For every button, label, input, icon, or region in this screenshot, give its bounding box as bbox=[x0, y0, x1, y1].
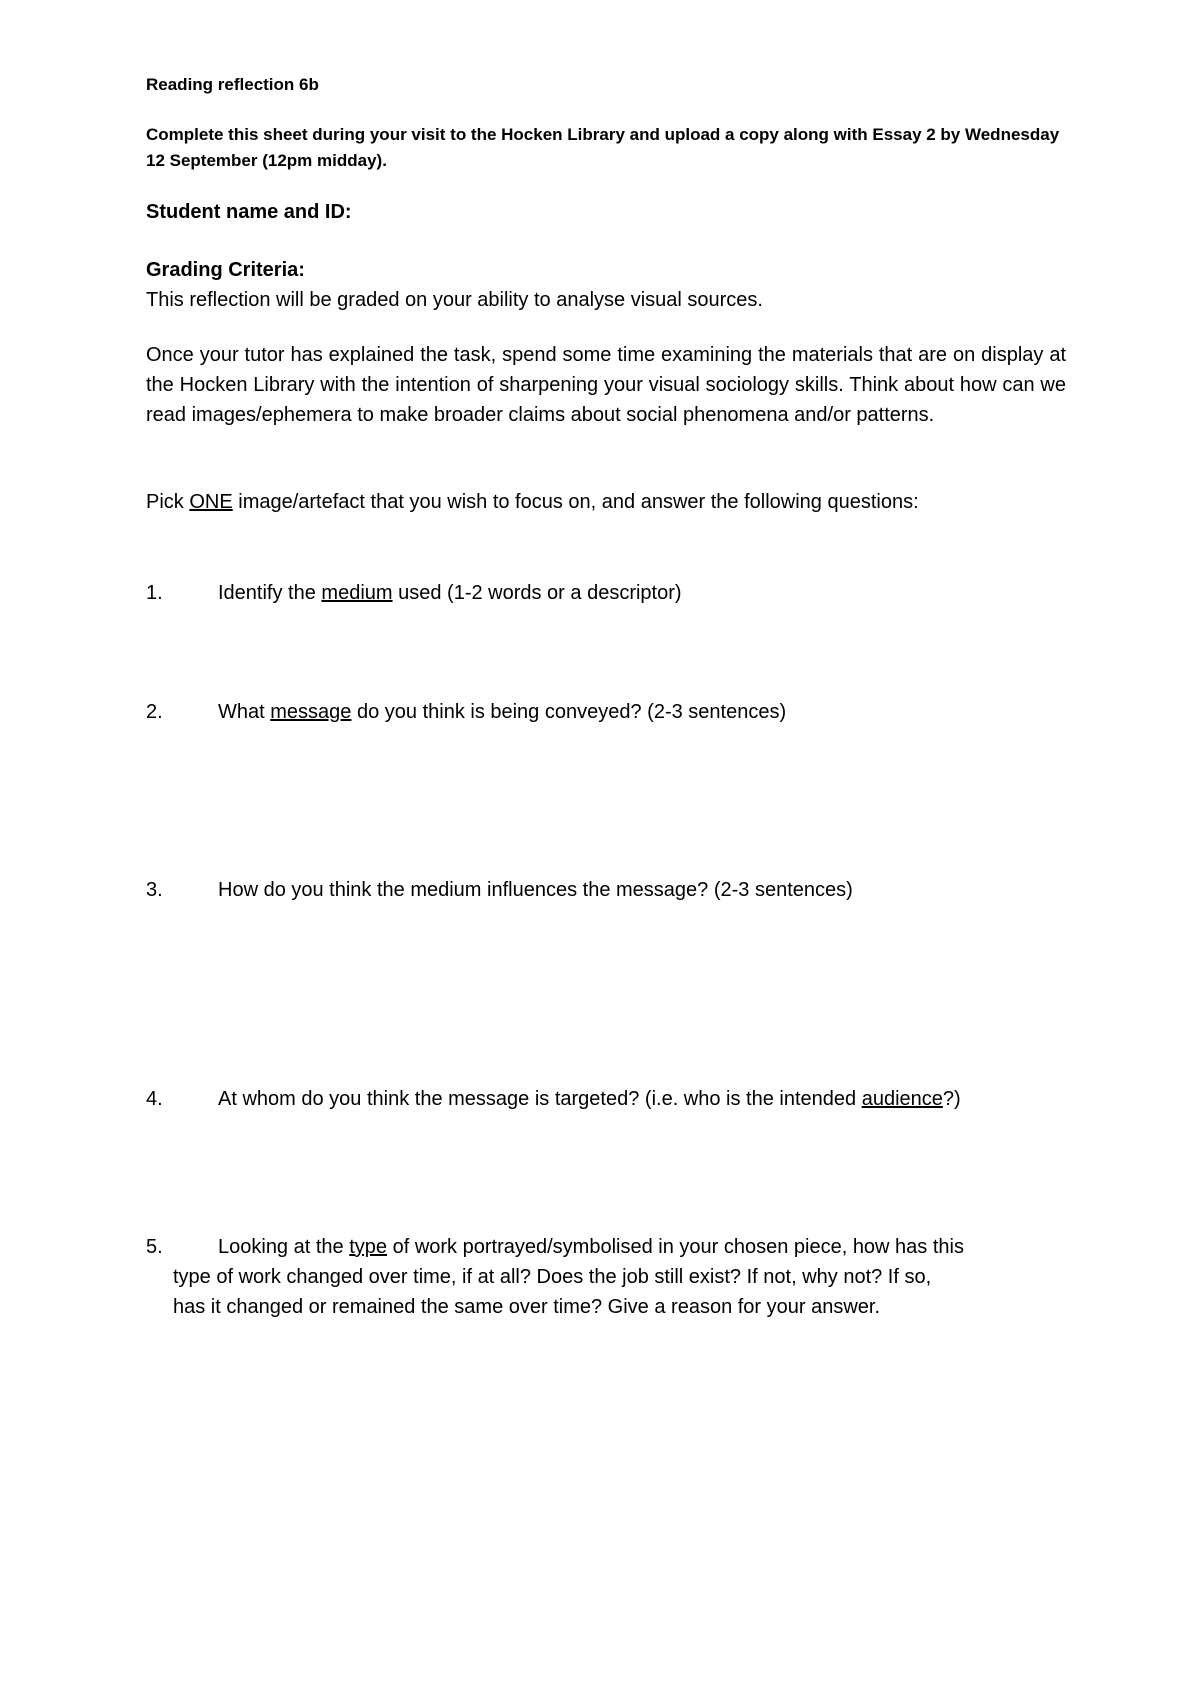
document-title: Reading reflection 6b bbox=[146, 75, 319, 94]
grading-criteria-text: This reflection will be graded on your ability to analyse visual sources. bbox=[146, 289, 763, 311]
pick-text-before: Pick bbox=[146, 491, 190, 513]
question-1-text bbox=[218, 578, 1088, 608]
question-4-text bbox=[218, 1084, 1088, 1114]
question-4-number: 4. bbox=[146, 1088, 163, 1110]
pick-emphasis: ONE bbox=[189, 491, 233, 513]
pick-text-after: image/artefact that you wish to focus on, and answer the following questions: bbox=[232, 491, 919, 513]
question-3-text: How do you think the medium influences the message? (2-3 sentences) bbox=[218, 879, 853, 901]
question-5-before: Looking at the bbox=[218, 1236, 350, 1258]
question-4-emphasis: audience bbox=[861, 1088, 943, 1110]
question-2-before: What bbox=[218, 701, 271, 723]
instructions-text: Complete this sheet during your visit to the Hocken Library and upload a copy along with Essay 2 by Wednesday 12 September (12pm midday). bbox=[146, 125, 1060, 170]
question-2-number: 2. bbox=[146, 701, 163, 723]
question-5-line-3: has it changed or remained the same over time? Give a reason for your answer. bbox=[173, 1296, 881, 1318]
student-name-label: Student name and ID: bbox=[146, 201, 352, 223]
question-5-emphasis: type bbox=[349, 1236, 388, 1258]
question-1-after: used (1-2 words or a descriptor) bbox=[392, 582, 682, 604]
grading-criteria-heading: Grading Criteria: bbox=[146, 259, 305, 281]
question-2-text bbox=[218, 697, 1088, 727]
question-1-number: 1. bbox=[146, 582, 163, 604]
question-1-before: Identify the bbox=[218, 582, 322, 604]
pick-one-instruction bbox=[146, 488, 919, 516]
question-2-emphasis: message bbox=[270, 701, 352, 723]
question-5-number: 5. bbox=[146, 1236, 163, 1258]
question-1-emphasis: medium bbox=[321, 582, 393, 604]
question-5-after: of work portrayed/symbolised in your chosen piece, how has this bbox=[387, 1236, 964, 1258]
task-introduction: Once your tutor has explained the task, spend some time examining the materials that are on display at the Hocken Library with the intention of sharpening your visual sociology skills. Think about how can we read images/ephemera to make broader claims about social phenomena and/or patterns. bbox=[146, 344, 1066, 426]
question-4-before: At whom do you think the message is targeted? (i.e. who is the intended bbox=[218, 1088, 862, 1110]
question-2-after: do you think is being conveyed? (2-3 sentences) bbox=[351, 701, 787, 723]
question-3-number: 3. bbox=[146, 879, 163, 901]
question-4-after: ?) bbox=[942, 1088, 961, 1110]
question-5-text bbox=[218, 1232, 1088, 1262]
question-5-line-2: type of work changed over time, if at all? Does the job still exist? If not, why not? If so, bbox=[173, 1266, 932, 1288]
